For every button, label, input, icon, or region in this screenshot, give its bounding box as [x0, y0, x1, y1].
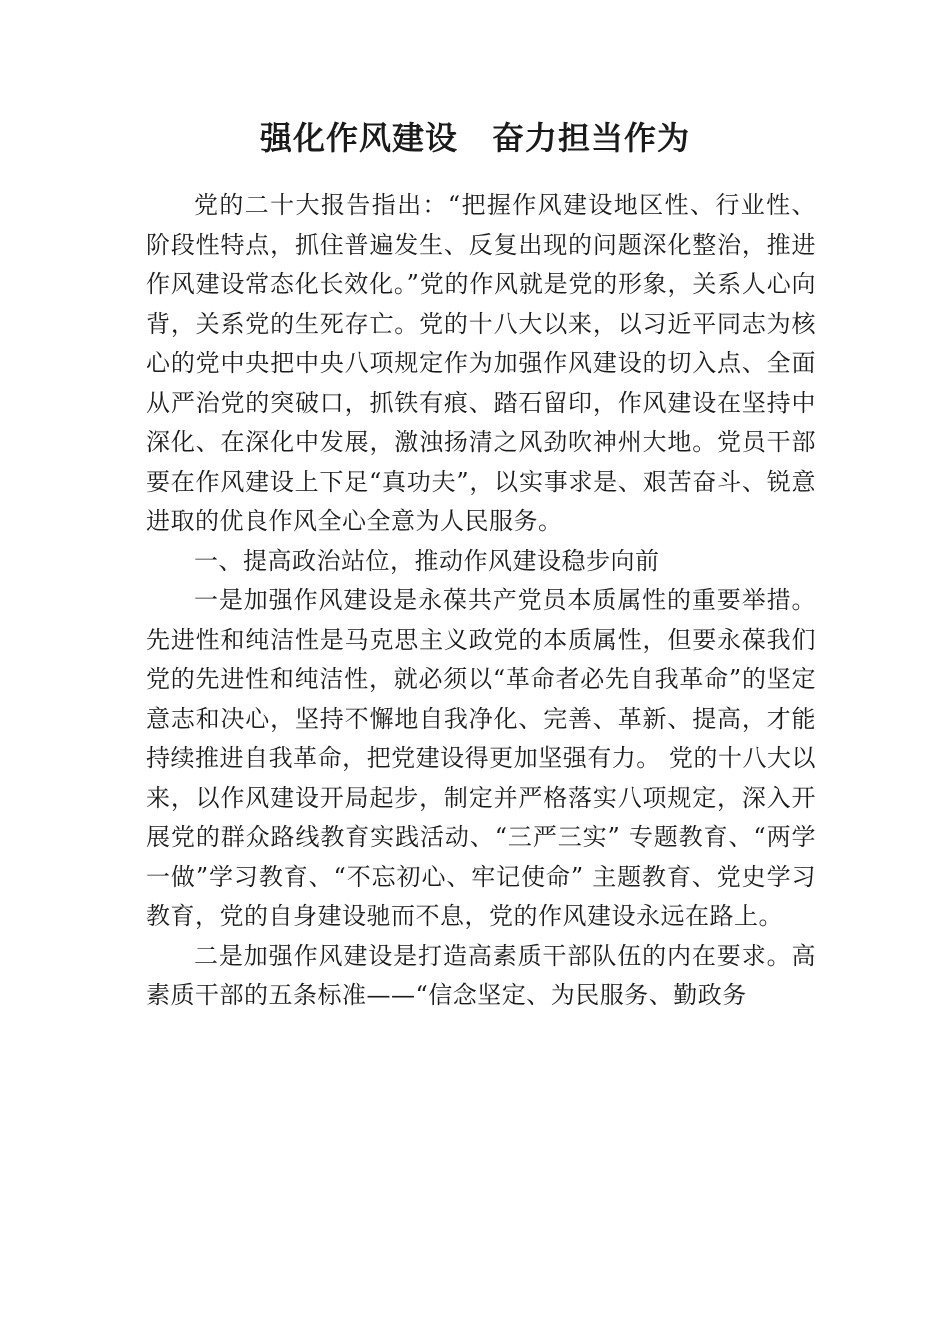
document-title [0, 112, 950, 164]
section-heading-1: 一、提高政治站位，推动作风建设稳步向前 [194, 546, 660, 575]
title-part-1: 强化作风建设 [259, 119, 458, 157]
document-body [146, 186, 816, 1016]
title-part-2: 奋力担当作为 [492, 119, 691, 157]
paragraph-point-2: 二是加强作风建设是打造高素质干部队伍的内在要求。高素质干部的五条标准——“信念坚定、为民服务、勤政务 [146, 941, 816, 1009]
paragraph-intro: 党的二十大报告指出：“把握作风建设地区性、行业性、阶段性特点，抓住普遍发生、反复出现的问题深化整治，推进作风建设常态化长效化。”党的作风就是党的形象，关系人心向背，关系党的生死存亡。党的十八大以来，以习近平同志为核心的党中央把中央八项规定作为加强作风建设的切入点、全面从严治党的突破口，抓铁有痕、踏石留印，作风建设在坚持中深化、在深化中发展，激浊扬清之风劲吹神州大地。党员干部要在作风建设上下足“真功夫”，以实事求是、艰苦奋斗、锐意进取的优良作风全心全意为人民服务。 [146, 191, 816, 535]
paragraph-point-1: 一是加强作风建设是永葆共产党员本质属性的重要举措。先进性和纯洁性是马克思主义政党的本质属性，但要永葆我们党的先进性和纯洁性，就必须以“革命者必先自我革命”的坚定意志和决心，坚持不懈地自我净化、完善、革新、提高，才能持续推进自我革命，把党建设得更加坚强有力。 党的十八大以来，以作风建设开局起步，制定并严格落实八项规定，深入开展党的群众路线教育实践活动、“三严三实” 专题教育、“两学一做”学习教育、“不忘初心、牢记使命” 主题教育、党史学习教育，党的自身建设驰而不息，党的作风建设永远在路上。 [146, 586, 816, 930]
